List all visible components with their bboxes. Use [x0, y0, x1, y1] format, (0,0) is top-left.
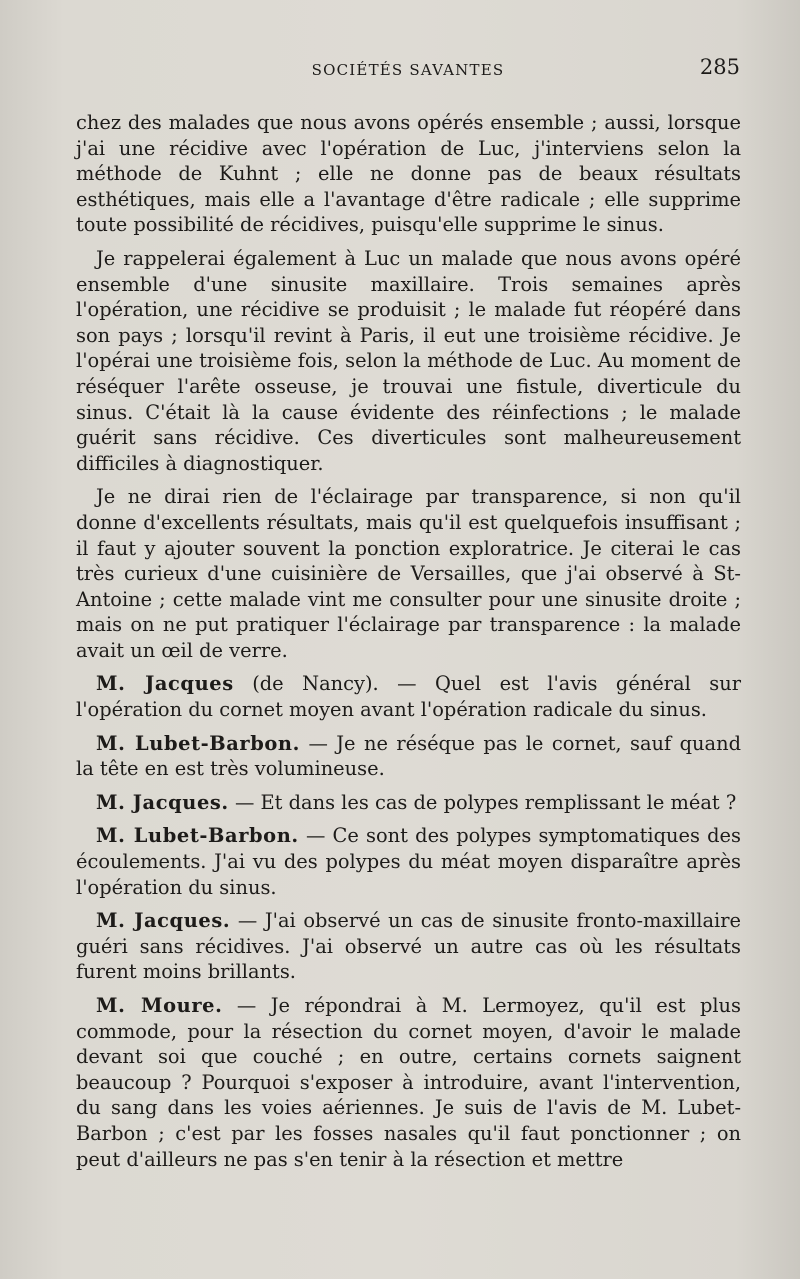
paragraph-text: — Et dans les cas de polypes remplissant le méat ?: [228, 790, 737, 814]
paragraph-text: — J'ai observé un cas de sinusite fronto-maxillaire guéri sans récidives. J'ai observé un autre cas où les résultats furent moins brillants.: [76, 909, 742, 984]
speaker-name: M. Lubet-Barbon.: [96, 731, 300, 755]
paragraph-text: — Je ne réséque pas le cornet, sauf quand la tête en est très volumineuse.: [76, 731, 741, 781]
paragraph: [76, 110, 741, 238]
paragraph: [76, 823, 741, 900]
paragraph: [76, 790, 741, 816]
paragraph: [76, 731, 741, 782]
speaker-name: M. Jacques: [96, 672, 234, 696]
paragraph-text: chez des malades que nous avons opérés ensemble ; aussi, lorsque j'ai une récidive avec l'opération de Luc, j'interviens selon la méthode de Kuhnt ; elle ne donne pas de beaux résultats esthétiques, mais elle a l'avantage d'être radicale ; elle supprime toute possibilité de récidives, puisqu'elle supprime le sinus.: [76, 111, 741, 237]
paragraph-text: Je rappelerai également à Luc un malade que nous avons opéré ensemble d'une sinusite maxillaire. Trois semaines après l'opération, une récidive se produisit ; le malade fut réopéré dans son pays ; lorsqu'il revint à Paris, il eut une troisième récidive. Je l'opérai une troisième fois, selon la méthode de Luc. Au moment de réséquer l'arête osseuse, je trouvai une fistule, diverticule du sinus. C'était là la cause évidente des réinfections ; le malade guérit sans récidive. Ces diverticules sont malheureusement difficiles à diagnostiquer.: [76, 246, 741, 475]
paragraph-text: (de Nancy). — Quel est l'avis général sur l'opération du cornet moyen avant l'opération radicale du sinus.: [76, 672, 741, 722]
running-title: SOCIÉTÉS SAVANTES: [311, 61, 505, 79]
page-header: [76, 55, 740, 85]
page-number: 285: [699, 55, 740, 79]
paragraph: [76, 484, 741, 663]
body-text: [76, 110, 741, 1180]
speaker-name: M. Jacques.: [96, 909, 231, 933]
paragraph-text: Je ne dirai rien de l'éclairage par transparence, si non qu'il donne d'excellents résultats, mais qu'il est quelquefois insuffisant ; il faut y ajouter souvent la ponction exploratrice. Je citerai le cas très curieux d'une cuisinière de Versailles, que j'ai observé à St-Antoine ; cette malade vint me consulter pour une sinusite droite ; mais on ne put pratiquer l'éclairage par transparence : la malade avait un œil de verre.: [76, 485, 741, 662]
paragraph: [76, 246, 741, 476]
paragraph-text: — Ce sont des polypes symptomatiques des écoulements. J'ai vu des polypes du méat moyen disparaître après l'opération du sinus.: [76, 824, 741, 899]
paragraph: [76, 908, 741, 985]
paragraph: [76, 993, 741, 1172]
paragraph: [76, 671, 741, 722]
speaker-name: M. Moure.: [96, 994, 223, 1017]
speaker-name: M. Jacques.: [96, 790, 229, 814]
speaker-name: M. Lubet-Barbon.: [96, 824, 299, 848]
paragraph-text: — Je répondrai à M. Lermoyez, qu'il est plus commode, pour la résection du cornet moyen, d'avoir le malade devant soi que couché ; en outre, certains cornets saignent beaucoup ? Pourquoi s'exposer à introduire, avant l'intervention, du sang dans les voies aériennes. Je suis de l'avis de M. Lubet-Barbon ; c'est par les fosses nasales qu'il faut ponctionner ; on peut d'ailleurs ne pas s'en tenir à la résection et mettre: [76, 994, 741, 1171]
